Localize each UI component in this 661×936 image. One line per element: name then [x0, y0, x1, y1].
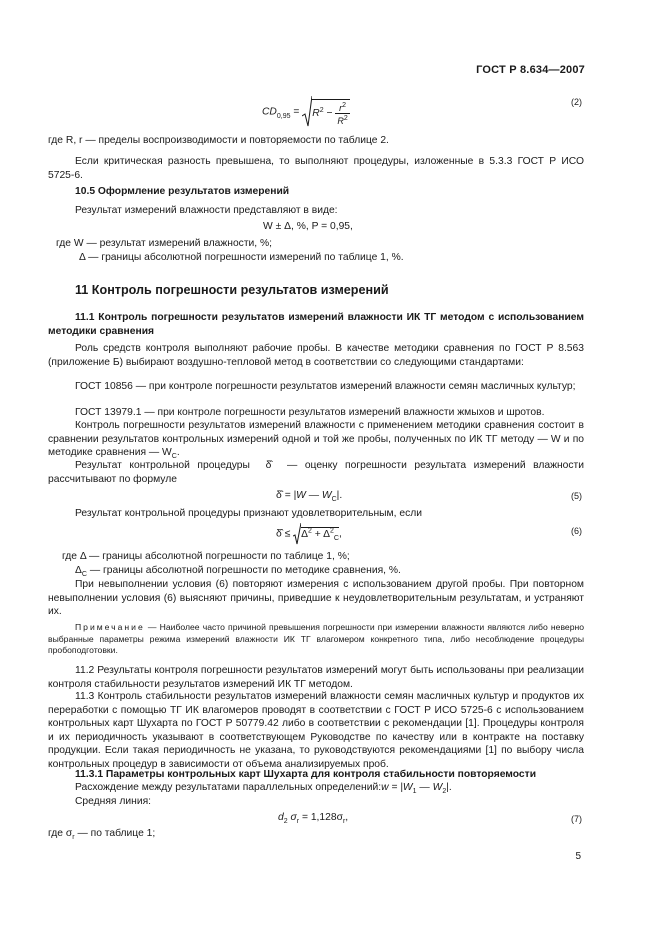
middle-line-text: Средняя линия: [75, 796, 152, 807]
formula-5: δ̂ = |W — $W_C|$. [276, 490, 343, 504]
satisfactory-text: Результат контрольной процедуры признают удовлетворительным, если [75, 508, 422, 519]
discrepancy-text: Расхождение между результатами параллельных определений:w = $|W_1$ — $W_2|$. [75, 782, 452, 796]
formula-7: $d_2$ $\sigma_r = 1,128\sigma_r$, [278, 812, 349, 826]
formula-2-number: (2) [571, 97, 582, 107]
section-11-3-text: 11.3 Контроль стабильности результатов измерений влажности семян масличных культур и продуктов их переработки с помощью ТГ ИК влагомеров проводят в соответствии с ГОСТ Р ИСО 5725-6 с использованием контрольных карт Шухарта по ГОСТ Р 50779.42 либо в соответствии с рекомендации [1]. Процедуры контроля и их периодичность указывают в соответствующем Руководстве по качеству или в контракте на поставку продукции. Если такая периодичность не указана, то руководствуются рекомендациями [1] по выбору числа контрольных процедур в зависимости от объема анализируемых проб. [48, 691, 584, 770]
formula-7-number: (7) [571, 814, 582, 824]
where-delta-2: где Δ — границы абсолютной погрешности по таблице 1, %; [62, 551, 350, 562]
role-text: Роль средств контроля выполняют рабочие пробы. В качестве методики сравнения по ГОСТ Р 8.563 (приложение Б) выбирают воздушно-тепловой метод в соответствии со следующими стандартами: [48, 343, 584, 368]
gost-13979-text: ГОСТ 13979.1 — при контроле погрешности результатов измерений влажности жмыхов и шротов. [75, 407, 545, 418]
sqrt-sign: $R^2$ − $\frac{r^2}{R^2}$ [302, 96, 350, 128]
section-11-title: 11 Контроль погрешности результатов измерений [75, 283, 389, 297]
where-delta-C: $\Delta_C$ — границы абсолютной погрешности по методике сравнения, %. [75, 565, 401, 579]
section-10-5-title: 10.5 Оформление результатов измерений [75, 186, 290, 197]
formula-2: $CD_{0,95} = R^2$ − $\frac{r^2}{R^2}$ [262, 96, 350, 128]
radical-icon-6 [293, 523, 301, 545]
section-11-1-title: 11.1 Контроль погрешности результатов измерений влажности ИК ТГ методом с использованием методики сравнения [48, 312, 584, 337]
where-sigma: где $\sigma_r$ — по таблице 1; [48, 828, 156, 842]
section-11-3-1-title: 11.3.1 Параметры контрольных карт Шухарта для контроля стабильности повторяемости [75, 769, 537, 780]
section-11-2-text: 11.2 Результаты контроля погрешности результатов измерений могут быть использованы при реализации контроля стабильности результатов измерений ИК ТГ методом. [48, 665, 584, 690]
note-block: Примечание — Наиболее часто причиной превышения погрешности при измерении влажности являются либо неверно выбранные параметры режима измерений влажности ИК ТГ влагомером конкретного типа, либо несоблюдение процедуры пробоподготовки. [48, 622, 584, 656]
formula-result: W ± Δ, %, P = 0,95, [263, 221, 353, 232]
delta-hat-symbol: δ̂ [265, 460, 272, 471]
formula-6-number: (6) [571, 526, 582, 536]
where-R-text: где R, r — пределы воспроизводимости и повторяемости по таблице 2. [48, 135, 389, 146]
where-delta: Δ — границы абсолютной погрешности измерений по таблице 1, %. [79, 252, 404, 263]
gost-10856-text: ГОСТ 10856 — при контроле погрешности результатов измерений влажности семян масличных культур; [75, 381, 576, 392]
failure-text: При невыполнении условия (6) повторяют измерения с использованием другой пробы. При повторном невыполнении условия (6) выясняют причины, приведшие к неудовлетворительным результатам, и устраняют их. [48, 579, 584, 618]
page-number: 5 [575, 851, 581, 862]
note-label: Примечание [75, 622, 145, 632]
formula-6: δ̂ ≤ $\Delta^2 + \Delta^2_C$, [276, 523, 342, 545]
control-text: Контроль погрешности результатов измерений влажности с применением методики сравнения состоит в сравнении результатов контрольных измерений одной и той же пробы, полученных по ИК ТГ методу — W и по методике сравнения — $W_С$. [48, 420, 584, 461]
standard-header: ГОСТ Р 8.634—2007 [476, 64, 585, 76]
critical-difference-text: Если критическая разность превышена, то выполняют процедуры, изложенные в 5.3.3 ГОСТ Р ИСО 5725-6. [48, 156, 584, 181]
result-form-text: Результат измерений влажности представляют в виде: [75, 205, 338, 216]
where-W: где W — результат измерений влажности, %; [56, 238, 273, 249]
result-procedure-text: Результат контрольной процедуры δ̂ — оценку погрешности результата измерений влажности рассчитывают по формуле [48, 460, 584, 485]
radical-icon [302, 96, 312, 128]
formula-5-number: (5) [571, 491, 582, 501]
